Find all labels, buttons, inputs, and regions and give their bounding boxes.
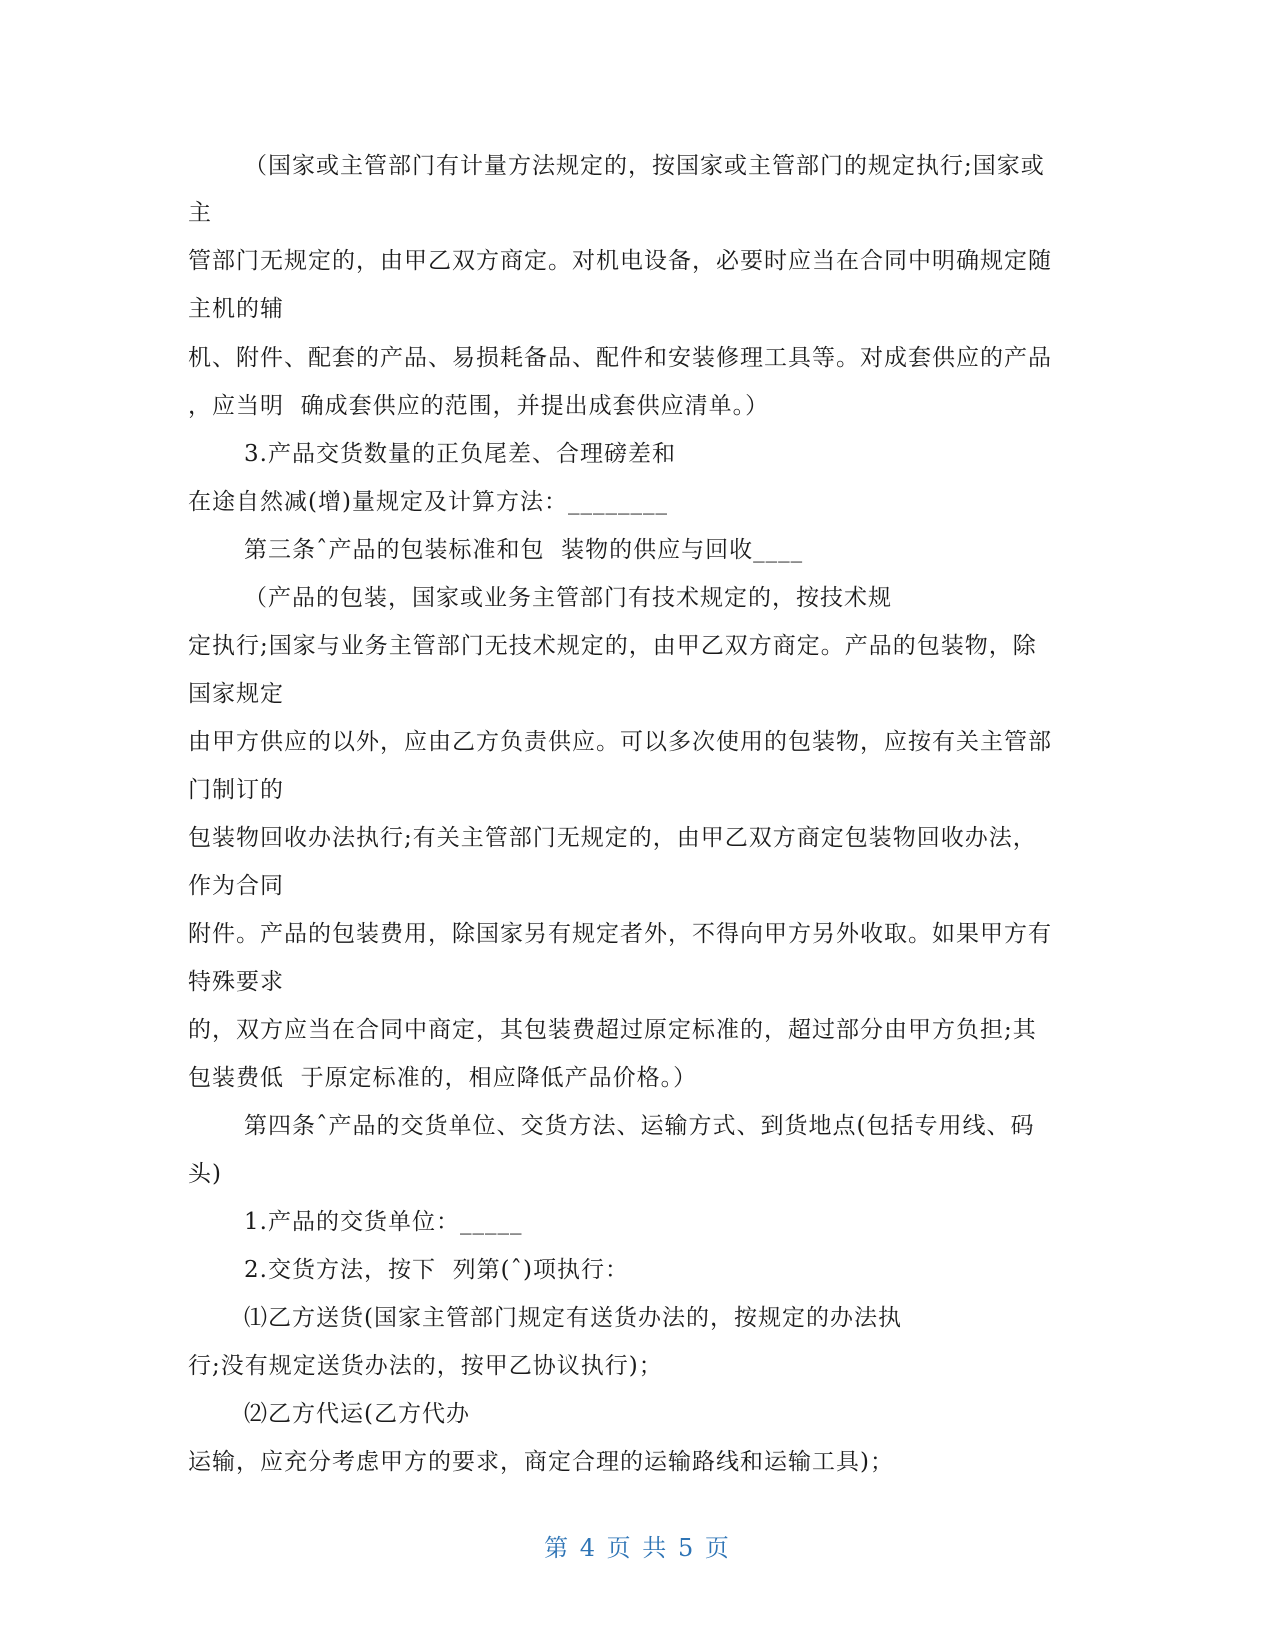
text-line: 管部门无规定的，由甲乙双方商定。对机电设备，必要时应当在合同中明确规定随 <box>188 248 1052 274</box>
text-line: 附件。产品的包装费用，除国家另有规定者外，不得向甲方另外收取。如果甲方有 <box>188 921 1052 947</box>
text-line: ⑵乙方代运(乙方代办 <box>244 1401 470 1427</box>
page-number-footer: 第 4 页 共 5 页 <box>544 1534 731 1562</box>
text-line: ，应当明 确成套供应的范围，并提出成套供应清单。） <box>188 393 770 419</box>
text-line: 主机的辅 <box>188 296 284 322</box>
text-line: 3.产品交货数量的正负尾差、合理磅差和 <box>244 441 676 467</box>
text-line: 的，双方应当在合同中商定，其包装费超过原定标准的，超过部分由甲方负担;其 <box>188 1017 1037 1043</box>
text-line: 行;没有规定送货办法的，按甲乙协议执行)； <box>188 1353 663 1379</box>
section-heading-article-4: 第四条ˆ产品的交货单位、交货方法、运输方式、到货地点(包括专用线、码 <box>244 1113 1035 1139</box>
text-line: 特殊要求 <box>188 969 284 995</box>
text-line: 门制订的 <box>188 777 284 803</box>
text-line: 主 <box>188 200 212 226</box>
text-line: 包装物回收办法执行;有关主管部门无规定的，由甲乙双方商定包装物回收办法， <box>188 825 1037 851</box>
text-line: 1.产品的交货单位：_____ <box>244 1209 523 1235</box>
text-line: 运输，应充分考虑甲方的要求，商定合理的运输路线和运输工具)； <box>188 1449 894 1475</box>
text-line: （产品的包装，国家或业务主管部门有技术规定的，按技术规 <box>244 585 892 611</box>
text-line: 国家规定 <box>188 681 284 707</box>
text-line: 作为合同 <box>188 873 284 899</box>
text-line: 在途自然减(增)量规定及计算方法：________ <box>188 489 668 515</box>
text-line: 定执行;国家与业务主管部门无技术规定的，由甲乙双方商定。产品的包装物，除 <box>188 633 1037 659</box>
text-line: （国家或主管部门有计量方法规定的，按国家或主管部门的规定执行;国家或 <box>244 153 1045 179</box>
text-line: 2.交货方法，按下 列第(ˆ)项执行： <box>244 1257 630 1283</box>
text-line: 包装费低 于原定标准的，相应降低产品价格。） <box>188 1065 698 1091</box>
text-line: 由甲方供应的以外，应由乙方负责供应。可以多次使用的包装物，应按有关主管部 <box>188 729 1052 755</box>
text-line: 头) <box>188 1161 222 1187</box>
text-line: 机、附件、配套的产品、易损耗备品、配件和安装修理工具等。对成套供应的产品 <box>188 345 1052 371</box>
text-line: ⑴乙方送货(国家主管部门规定有送货办法的，按规定的办法执 <box>244 1305 902 1331</box>
section-heading-article-3: 第三条ˆ产品的包装标准和包 装物的供应与回收____ <box>244 537 804 563</box>
